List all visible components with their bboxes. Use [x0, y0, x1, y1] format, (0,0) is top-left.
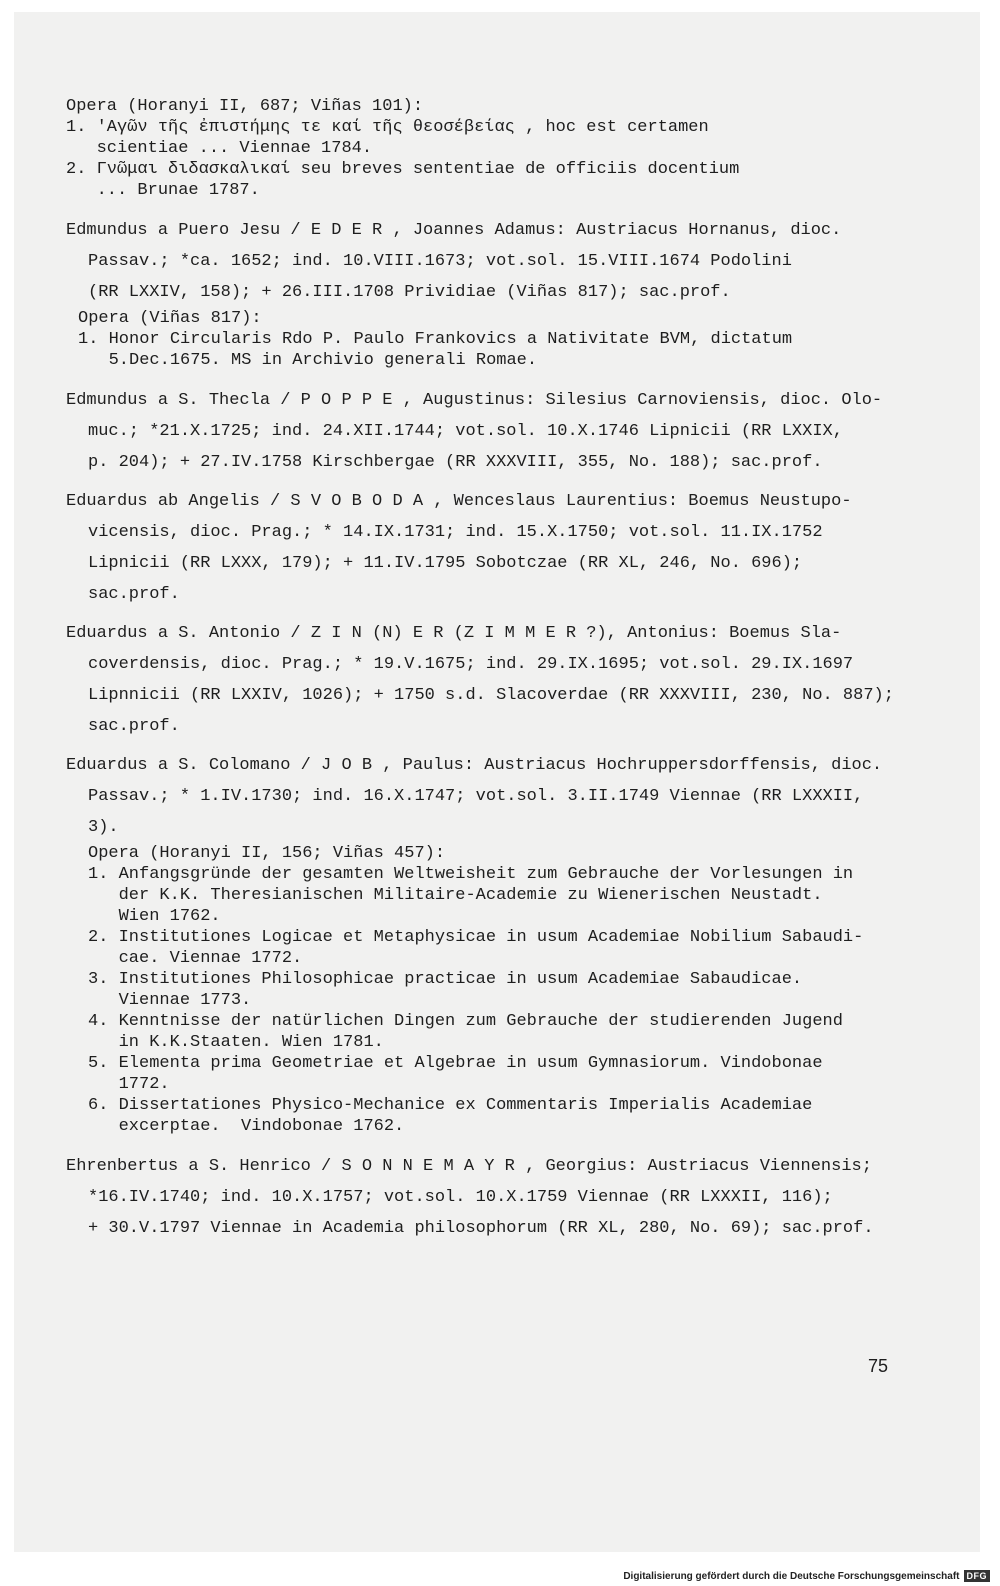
opera-item: 2. Institutiones Logicae et Metaphysicae in usum Academiae Nobilium Sabaudi- [88, 928, 864, 947]
opera-item-continuation: der K.K. Theresianischen Militaire-Academie zu Wienerischen Neustadt. [88, 886, 823, 905]
entry-line: Lipnnicii (RR LXXIV, 1026); + 1750 s.d. Slacoverdae (RR XXXVIII, 230, No. 887); [88, 686, 894, 705]
opera-heading: Opera (Viñas 817): [78, 309, 262, 328]
opera-item: 1. Anfangsgründe der gesamten Weltweisheit zum Gebrauche der Vorlesungen in [88, 865, 854, 884]
entry-line: muc.; *21.X.1725; ind. 24.XII.1744; vot.sol. 10.X.1746 Lipnicii (RR LXXIX, [88, 422, 843, 441]
opera-item: 2. Γνῶμαι διδασκαλικαί seu breves sententiae de officiis docentium [66, 160, 740, 179]
entry-eder [66, 215, 936, 308]
opera-item-continuation: 5.Dec.1675. MS in Archivio generali Romae. [78, 351, 538, 370]
opera-block-job [66, 843, 936, 1137]
entry-sonnemayr [66, 1151, 936, 1244]
opera-block-top [66, 96, 936, 201]
entry-line: Lipnicii (RR LXXX, 179); + 11.IV.1795 Sobotczae (RR XL, 246, No. 696); [88, 554, 803, 573]
page-body [66, 96, 936, 1244]
opera-item: 1. 'Αγῶν τῆς ἐπιστήμης τε καί τῆς θεοσέβείας , hoc est certamen [66, 118, 709, 137]
opera-block-eder [66, 308, 936, 371]
entry-headline: Edmundus a S. Thecla / P O P P E , Augustinus: Silesius Carnoviensis, dioc. Olo- [66, 391, 883, 410]
entry-job [66, 750, 936, 843]
opera-item-continuation: 1772. [88, 1075, 170, 1094]
entry-line: coverdensis, dioc. Prag.; * 19.V.1675; ind. 29.IX.1695; vot.sol. 29.IX.1697 [88, 655, 854, 674]
opera-heading: Opera (Horanyi II, 687; Viñas 101): [66, 97, 424, 116]
opera-item-continuation: Wien 1762. [88, 907, 221, 926]
entry-headline: Edmundus a Puero Jesu / E D E R , Joannes Adamus: Austriacus Hornanus, dioc. [66, 221, 842, 240]
opera-item-continuation: in K.K.Staaten. Wien 1781. [88, 1033, 384, 1052]
entry-line: sac.prof. [88, 585, 180, 604]
entry-line: sac.prof. [88, 717, 180, 736]
entry-headline: Ehrenbertus a S. Henrico / S O N N E M A Y R , Georgius: Austriacus Viennensis; [66, 1157, 872, 1176]
opera-item-continuation: excerptae. Vindobonae 1762. [88, 1117, 405, 1136]
entry-headline: Eduardus ab Angelis / S V O B O D A , Wenceslaus Laurentius: Boemus Neustupo- [66, 492, 852, 511]
entry-line: Passav.; * 1.IV.1730; ind. 16.X.1747; vot.sol. 3.II.1749 Viennae (RR LXXXII, [88, 787, 864, 806]
opera-item-continuation: cae. Viennae 1772. [88, 949, 303, 968]
entry-poppe [66, 385, 936, 478]
entry-line: *16.IV.1740; ind. 10.X.1757; vot.sol. 10.X.1759 Viennae (RR LXXXII, 116); [88, 1188, 833, 1207]
opera-item: 3. Institutiones Philosophicae practicae in usum Academiae Sabaudicae. [88, 970, 803, 989]
entry-line: vicensis, dioc. Prag.; * 14.IX.1731; ind. 15.X.1750; vot.sol. 11.IX.1752 [88, 523, 823, 542]
page-number: 75 [868, 1356, 889, 1376]
footer-credit [623, 1570, 990, 1582]
entry-line: (RR LXXIV, 158); + 26.III.1708 Prividiae (Viñas 817); sac.prof. [88, 283, 731, 302]
entry-headline: Eduardus a S. Colomano / J O B , Paulus: Austriacus Hochruppersdorffensis, dioc. [66, 756, 883, 775]
entry-line: 3). [88, 818, 119, 837]
entry-zinner [66, 618, 936, 742]
opera-item: 4. Kenntnisse der natürlichen Dingen zum Gebrauche der studierenden Jugend [88, 1012, 843, 1031]
opera-item-continuation: scientiae ... Viennae 1784. [66, 139, 373, 158]
entry-svoboda [66, 486, 936, 610]
opera-item: 1. Honor Circularis Rdo P. Paulo Frankovics a Nativitate BVM, dictatum [78, 330, 793, 349]
opera-heading: Opera (Horanyi II, 156; Viñas 457): [88, 844, 446, 863]
opera-item-continuation: ... Brunae 1787. [66, 181, 260, 200]
entry-line: p. 204); + 27.IV.1758 Kirschbergae (RR XXXVIII, 355, No. 188); sac.prof. [88, 453, 823, 472]
dfg-logo: DFG [964, 1570, 991, 1582]
opera-item-continuation: Viennae 1773. [88, 991, 252, 1010]
entry-line: + 30.V.1797 Viennae in Academia philosophorum (RR XL, 280, No. 69); sac.prof. [88, 1219, 874, 1238]
opera-item: 5. Elementa prima Geometriae et Algebrae in usum Gymnasiorum. Vindobonae [88, 1054, 823, 1073]
entry-headline: Eduardus a S. Antonio / Z I N (N) E R (Z I M M E R ?), Antonius: Boemus Sla- [66, 624, 842, 643]
footer-text: Digitalisierung gefördert durch die Deutsche Forschungsgemeinschaft [623, 1570, 960, 1582]
entry-line: Passav.; *ca. 1652; ind. 10.VIII.1673; vot.sol. 15.VIII.1674 Podolini [88, 252, 792, 271]
opera-item: 6. Dissertationes Physico-Mechanice ex Commentaris Imperialis Academiae [88, 1096, 813, 1115]
